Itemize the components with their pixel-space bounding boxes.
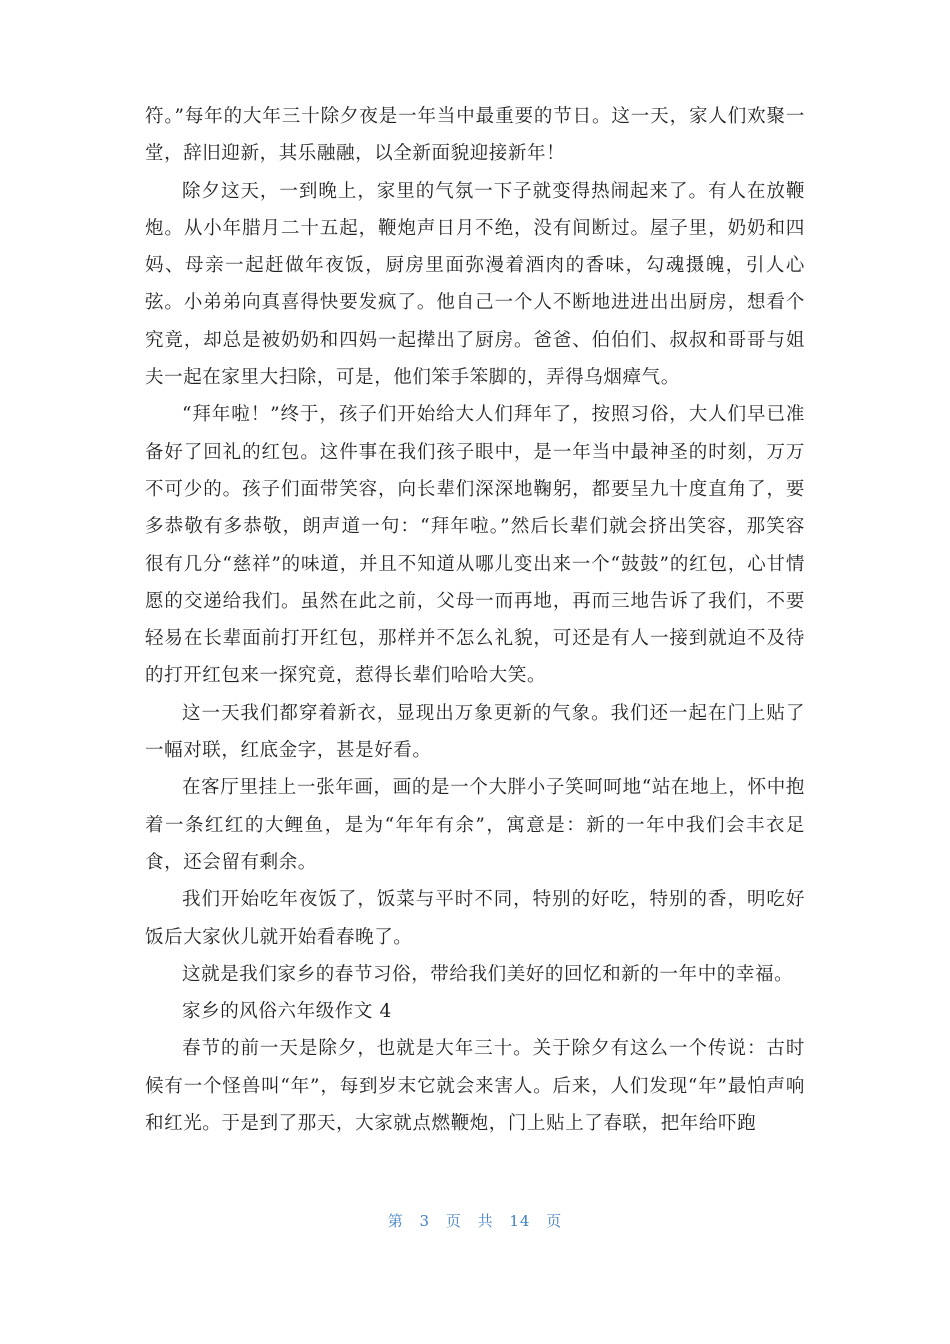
paragraph-4: 这一天我们都穿着新衣，显现出万象更新的气象。我们还一起在门上贴了一幅对联，红底金字，甚是好看。 xyxy=(145,702,805,762)
document-body xyxy=(145,98,805,1142)
paragraph-9: 春节的前一天是除夕，也就是大年三十。关于除夕有这么一个传说：古时候有一个怪兽叫“年”，每到岁末它就会来害人。后来，人们发现“年”最怕声响和红光。于是到了那天，大家就点燃鞭炮，门上贴上了春联，把年给吓跑 xyxy=(145,1038,805,1135)
page-number-footer: 第 3 页 共 14 页 xyxy=(387,1212,563,1230)
paragraph-2: 除夕这天，一到晚上，家里的气氛一下子就变得热闹起来了。有人在放鞭炮。从小年腊月二十五起，鞭炮声日月不绝，没有间断过。屋子里，奶奶和四妈、母亲一起赶做年夜饭，厨房里面弥漫着酒肉的香味，勾魂摄魄，引人心弦。小弟弟向真喜得快要发疯了。他自己一个人不断地进进出出厨房，想看个究竟，却总是被奶奶和四妈一起撵出了厨房。爸爸、伯伯们、叔叔和哥哥与姐夫一起在家里大扫除，可是，他们笨手笨脚的，弄得乌烟瘴气。 xyxy=(145,180,805,389)
paragraph-3: “拜年啦！”终于，孩子们开始给大人们拜年了，按照习俗，大人们早已准备好了回礼的红包。这件事在我们孩子眼中，是一年当中最神圣的时刻，万万不可少的。孩子们面带笑容，向长辈们深深地鞠躬，都要呈九十度直角了，要多恭敬有多恭敬，朗声道一句：“拜年啦。”然后长辈们就会挤出笑容，那笑容很有几分“慈祥”的味道，并且不知道从哪儿变出来一个“鼓鼓”的红包，心甘情愿的交递给我们。虽然在此之前，父母一而再地，再而三地告诉了我们，不要轻易在长辈面前打开红包，那样并不怎么礼貌，可还是有人一接到就迫不及待的打开红包来一探究竟，惹得长辈们哈哈大笑。 xyxy=(145,404,805,687)
paragraph-7: 这就是我们家乡的春节习俗，带给我们美好的回忆和新的一年中的幸福。 xyxy=(182,963,794,985)
paragraph-1: 符。”每年的大年三十除夕夜是一年当中最重要的节日。这一天，家人们欢聚一堂，辞旧迎新，其乐融融，以全新面貌迎接新年！ xyxy=(145,106,805,165)
paragraph-5: 在客厅里挂上一张年画，画的是一个大胖小子笑呵呵地“站在地上，怀中抱着一条红红的大鲤鱼，是为“年年有余”，寓意是：新的一年中我们会丰衣足食，还会留有剩余。 xyxy=(145,777,805,873)
section-heading: 家乡的风俗六年级作文 4 xyxy=(182,1001,392,1023)
paragraph-6: 我们开始吃年夜饭了，饭菜与平时不同，特别的好吃，特别的香，明吃好饭后大家伙儿就开始看春晚了。 xyxy=(145,889,805,948)
